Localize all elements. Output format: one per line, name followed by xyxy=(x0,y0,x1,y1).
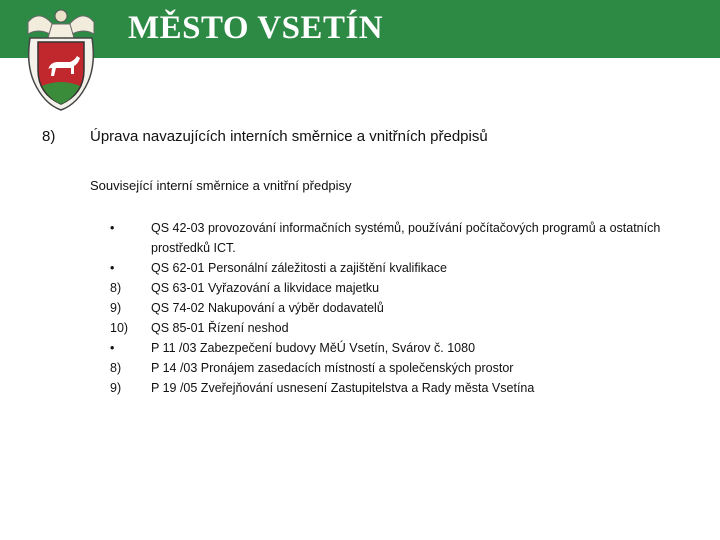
list-item-text: QS 42-03 provozování informačních systémů, používání počítačových programů a ostatních prostředků ICT. xyxy=(151,221,661,255)
list-item xyxy=(110,278,670,298)
city-title: MĚSTO VSETÍN xyxy=(128,10,384,46)
list-item-text: QS 63-01 Vyřazování a likvidace majetku xyxy=(151,281,380,295)
coat-of-arms-icon xyxy=(20,4,102,112)
list-marker: 10) xyxy=(110,321,129,335)
list-item xyxy=(110,358,670,378)
section-number: 8) xyxy=(42,128,56,145)
list-marker: 8) xyxy=(110,361,122,375)
list-item xyxy=(110,218,670,258)
section-title: Úprava navazujících interních směrnice a vnitřních předpisů xyxy=(90,128,488,145)
list-marker: • xyxy=(110,221,115,235)
list-item-text: P 14 /03 Pronájem zasedacích místností a společenských prostor xyxy=(151,361,514,375)
list-marker: 8) xyxy=(110,281,122,295)
list-item xyxy=(110,318,670,338)
subheading: Související interní směrnice a vnitřní předpisy xyxy=(90,178,352,193)
list-item-text: P 19 /05 Zveřejňování usnesení Zastupitelstva a Rady města Vsetína xyxy=(151,381,535,395)
list-item-text: QS 62-01 Personální záležitosti a zajištění kvalifikace xyxy=(151,261,447,275)
list-item xyxy=(110,298,670,318)
list-item xyxy=(110,338,670,358)
list-marker: 9) xyxy=(110,381,122,395)
list-marker: 9) xyxy=(110,301,122,315)
list-marker: • xyxy=(110,261,115,275)
list-marker: • xyxy=(110,341,115,355)
list-item-text: P 11 /03 Zabezpečení budovy MěÚ Vsetín, Svárov č. 1080 xyxy=(151,341,476,355)
list-item-text: QS 85-01 Řízení neshod xyxy=(151,321,289,335)
list-item xyxy=(110,378,670,398)
list-item-text: QS 74-02 Nakupování a výběr dodavatelů xyxy=(151,301,384,315)
regulations-list xyxy=(110,218,670,398)
list-item xyxy=(110,258,670,278)
